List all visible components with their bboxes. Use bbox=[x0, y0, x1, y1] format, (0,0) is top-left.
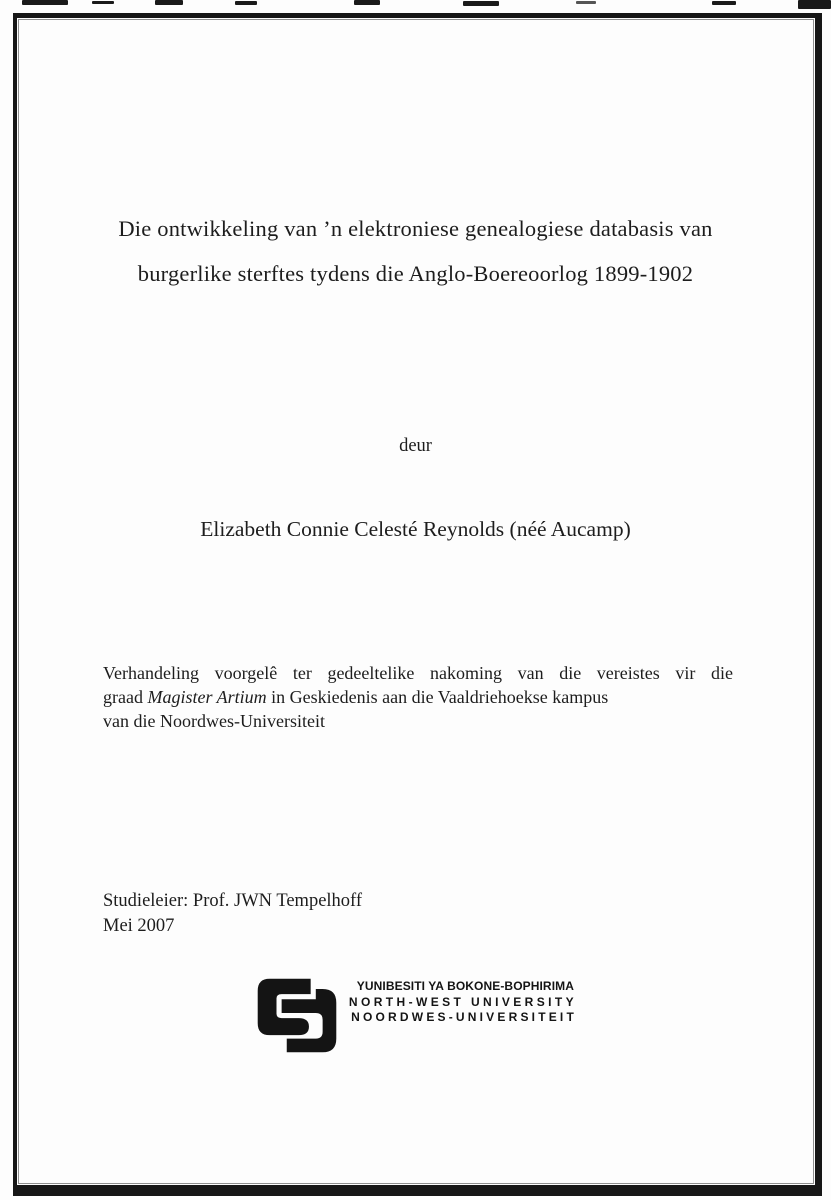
statement-line2 bbox=[103, 685, 733, 709]
scan-artifact bbox=[155, 0, 183, 5]
supervisor-line: Studieleier: Prof. JWN Tempelhoff bbox=[103, 891, 363, 911]
scan-artifact bbox=[235, 1, 257, 5]
scan-artifact bbox=[576, 1, 596, 4]
thesis-title-line1: Die ontwikkeling van ’n elektroniese genealogiese databasis van bbox=[118, 216, 713, 241]
scan-artifact bbox=[354, 0, 380, 5]
degree-name: Magister Artium bbox=[147, 687, 267, 707]
author-name: Elizabeth Connie Celesté Reynolds (néé Aucamp) bbox=[200, 517, 631, 541]
scan-artifact bbox=[22, 0, 68, 5]
scan-artifact bbox=[463, 1, 499, 6]
north-west-university-logo bbox=[256, 977, 586, 1057]
statement-line3: van die Noordwes-Universiteit bbox=[103, 711, 325, 731]
statement-line2-post: in Geskiedenis aan die Vaaldriehoekse kampus bbox=[266, 687, 609, 707]
statement-line2-pre: graad bbox=[103, 687, 148, 707]
date-line: Mei 2007 bbox=[103, 915, 175, 936]
nwu-logo-wordmark bbox=[322, 979, 577, 1026]
byline: deur bbox=[399, 436, 432, 456]
scan-artifact bbox=[92, 1, 114, 4]
logo-line-english: NORTH-WEST UNIVERSITY bbox=[348, 994, 577, 1009]
scan-artifact bbox=[798, 0, 831, 9]
statement-line1: Verhandeling voorgelê ter gedeeltelike nakoming van die vereistes vir die bbox=[103, 663, 733, 683]
thesis-title bbox=[40, 206, 791, 296]
logo-line-afrikaans: NOORDWES-UNIVERSITEIT bbox=[351, 1010, 577, 1024]
scan-artifact bbox=[712, 1, 736, 5]
logo-line-setswana: YUNIBESITI YA BOKONE-BOPHIRIMA bbox=[356, 979, 574, 993]
thesis-title-line2: burgerlike sterftes tydens die Anglo-Boereoorlog 1899-1902 bbox=[137, 261, 694, 286]
supervisor-block bbox=[103, 889, 603, 938]
submission-statement bbox=[103, 661, 733, 733]
